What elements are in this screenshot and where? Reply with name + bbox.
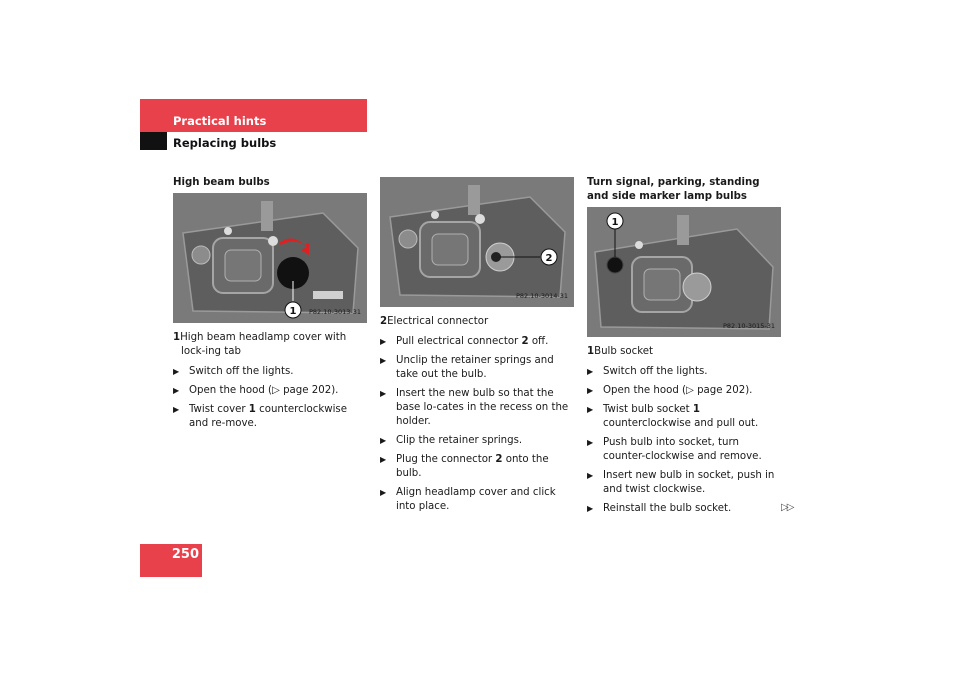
step: ▶ Unclip the retainer springs and take out the bulb. xyxy=(380,354,575,382)
figure-code: P82.10-3014-31 xyxy=(515,292,568,300)
page-number: 250 xyxy=(171,547,199,562)
steps-list xyxy=(380,335,575,514)
figure-high-beam xyxy=(173,193,367,323)
step: ▶ Twist bulb socket 1 counterclockwise and pull out. xyxy=(587,403,782,431)
column-turn-signal xyxy=(587,176,782,521)
step: ▶ Insert the new bulb so that the base lo-cates in the recess on the holder. xyxy=(380,387,575,429)
step: ▶ Open the hood (▷ page 202). xyxy=(173,384,368,398)
column-high-beam xyxy=(173,176,368,436)
step: ▶ Clip the retainer springs. xyxy=(380,434,575,448)
heading-high-beam: High beam bulbs xyxy=(173,177,270,188)
step: ▶ Align headlamp cover and click into place. xyxy=(380,486,575,514)
headlamp-illustration-2 xyxy=(380,177,574,307)
caption: 2Electrical connector xyxy=(380,316,489,327)
caption: 1High beam headlamp cover with lock-ing tab xyxy=(173,332,347,357)
section-title: Practical hints xyxy=(173,114,267,128)
figure-code: P82.10-3015-31 xyxy=(722,322,775,330)
continued-marker: ▷▷ xyxy=(781,502,793,513)
step: ▶ Twist cover 1 counterclockwise and re-move. xyxy=(173,403,368,431)
step: ▶ Switch off the lights. xyxy=(173,365,368,379)
step: ▶ Open the hood (▷ page 202). xyxy=(587,384,782,398)
step: ▶ Push bulb into socket, turn counter-clockwise and remove. xyxy=(587,436,782,464)
step: ▶ Switch off the lights. xyxy=(587,365,782,379)
header-black-block xyxy=(140,132,167,150)
headlamp-illustration-1 xyxy=(173,193,367,323)
step: ▶ Pull electrical connector 2 off. xyxy=(380,335,575,349)
step: ▶ Reinstall the bulb socket. xyxy=(587,502,782,516)
steps-list xyxy=(587,365,782,516)
figure-connector xyxy=(380,177,574,307)
subsection-title: Replacing bulbs xyxy=(173,136,277,150)
figure-turn-signal xyxy=(587,207,781,337)
caption: 1Bulb socket xyxy=(587,346,654,357)
callout-1: 1 xyxy=(611,217,619,228)
callout-2: 2 xyxy=(545,253,553,264)
figure-code: P82.10-3013-31 xyxy=(308,308,361,316)
steps-list xyxy=(173,365,368,431)
column-connector xyxy=(380,177,575,519)
callout-1: 1 xyxy=(289,306,297,317)
headlamp-illustration-3 xyxy=(587,207,781,337)
step: ▶ Plug the connector 2 onto the bulb. xyxy=(380,453,575,481)
heading-turn-signal: Turn signal, parking, standing and side marker lamp bulbs xyxy=(587,177,760,202)
step: ▶ Insert new bulb in socket, push in and twist clockwise. xyxy=(587,469,782,497)
